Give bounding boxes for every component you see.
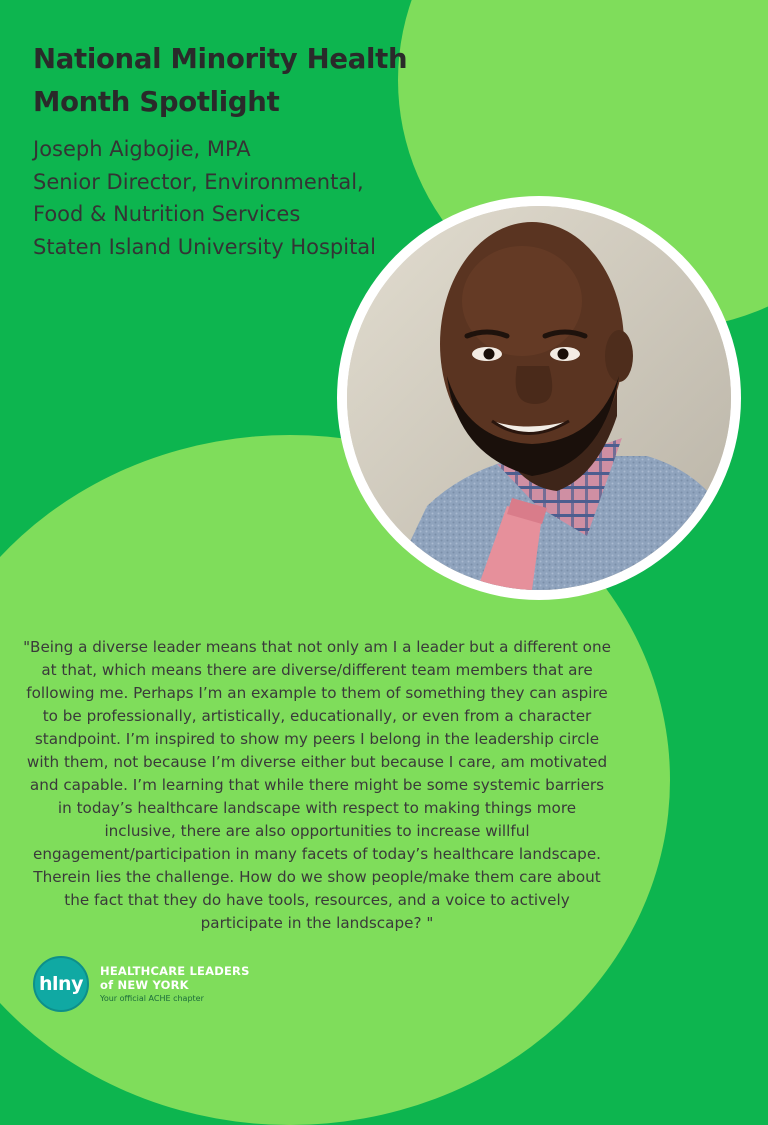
title-line-1: National Minority Health [33,43,408,75]
logo-name-line-2: of NEW YORK [100,978,189,992]
title-line-2: Month Spotlight [33,86,280,118]
logo-name-line-1: HEALTHCARE LEADERS [100,964,250,978]
hlny-logo-mark: hlny [33,956,89,1012]
person-role-line-1: Senior Director, Environmental, [33,169,364,194]
quote-text: "Being a diverse leader means that not only am I a leader but a different one at that, which means there are diverse/different team members that are following me. Perhaps I’m an example to them of something they can aspire to be professionally, artistically, educationally, or even from a character standpoint. I’m inspired to show my peers I belong in the leadership circle with them, not because I’m diverse either but because I care, am motivated and capable. I’m learning that while there might be some systemic barriers in today’s healthcare landscape with respect to making things more inclusive, there are also opportunities to increase willful engagement/participation in many facets of today’s healthcare landscape. Therein lies the challenge. How do we show people/make them care about the fact that they do have tools, resources, and a voice to actively participate in the landscape? " [23,638,611,932]
portrait-illustration [347,206,731,590]
portrait-frame [337,196,741,600]
page-title [33,38,407,124]
person-name: Joseph Aigbojie, MPA [33,137,251,161]
hlny-logo-text [100,964,250,1005]
person-info [33,133,376,263]
person-organization: Staten Island University Hospital [33,234,377,259]
portrait-photo [347,206,731,590]
logo-tagline: Your official ACHE chapter [100,994,204,1003]
person-role-line-2: Food & Nutrition Services [33,202,301,226]
